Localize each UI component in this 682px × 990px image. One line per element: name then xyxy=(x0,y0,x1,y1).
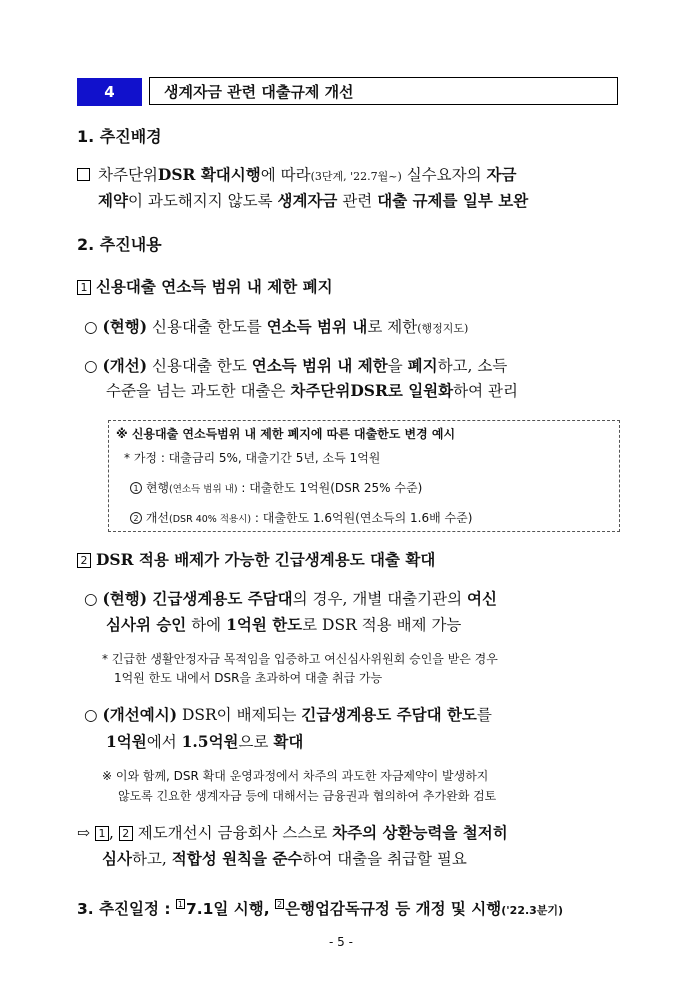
item-2-bullet-current-1: ○ (현행) 긴급생계용도 주담대의 경우, 개별 대출기관의 여신 xyxy=(84,589,497,608)
section-number-badge: 4 xyxy=(77,78,142,106)
arrow-right-icon: ⇨ xyxy=(77,824,90,842)
background-line-1: 차주단위DSR 확대시행에 따라(3단계, '22.7월~) 실수요자의 자금 xyxy=(77,164,516,188)
item-number-box: 2 xyxy=(276,900,283,909)
item-1-bullet-improve-1: ○ (개선) 신용대출 한도 연소득 범위 내 제한을 폐지하고, 소득 xyxy=(84,356,508,375)
checkbox-square-icon xyxy=(77,168,90,181)
example-assumption: * 가정 : 대출금리 5%, 대출기간 5년, 소득 1억원 xyxy=(124,451,381,465)
item-1-bullet-improve-2: 수준을 넘는 과도한 대출은 차주단위DSR로 일원화하여 관리 xyxy=(106,381,518,400)
heading-background: 1. 추진배경 xyxy=(77,127,162,146)
circle-bullet-icon: ○ xyxy=(84,706,98,724)
item-2-note-1a: * 긴급한 생활안정자금 목적임을 입증하고 여신심사위원회 승인을 받은 경우 xyxy=(102,652,498,666)
item-number-box: 2 xyxy=(119,826,133,841)
item-2-bullet-improve-1: ○ (개선예시) DSR이 배제되는 긴급생계용도 주담대 한도를 xyxy=(84,705,492,724)
background-line-2: 제약이 과도해지지 않도록 생계자금 관련 대출 규제를 일부 보완 xyxy=(98,191,529,210)
circle-bullet-icon: ○ xyxy=(84,357,98,375)
item-2-bullet-current-2: 심사위 승인 하에 1억원 한도로 DSR 적용 배제 가능 xyxy=(106,615,462,634)
item-2-bullet-improve-2: 1억원에서 1.5억원으로 확대 xyxy=(106,732,304,751)
item-number-box: 1 xyxy=(177,900,183,909)
conclusion-line-2: 심사하고, 적합성 원칙을 준수하여 대출을 취급할 필요 xyxy=(102,849,467,868)
heading-content: 2. 추진내용 xyxy=(77,235,162,254)
item-number-box: 1 xyxy=(95,826,109,841)
example-row-improved: 2 개선(DSR 40% 적용시) : 대출한도 1.6억원(연소득의 1.6배 수준) xyxy=(130,509,472,529)
schedule-line: 3. 추진일정 : 1 7.1일 시행, 2 은행업감독규정 등 개정 및 시행('22.3분기) xyxy=(77,900,564,918)
example-title: ※ 신용대출 연소득범위 내 제한 폐지에 따른 대출한도 변경 예시 xyxy=(116,427,456,441)
conclusion-line-1: ⇨ 1 , 2 제도개선시 금융회사 스스로 차주의 상환능력을 철저히 xyxy=(77,823,508,842)
circle-bullet-icon: ○ xyxy=(84,318,98,336)
item-number-box: 1 xyxy=(77,280,91,295)
item-2-note-1b: 1억원 한도 내에서 DSR을 초과하여 대출 취급 가능 xyxy=(114,671,383,685)
circled-number-icon: 1 xyxy=(130,482,142,494)
page-number: - 5 - xyxy=(329,935,353,949)
item-2-note-2b: 않도록 긴요한 생계자금 등에 대해서는 금융권과 협의하여 추가완화 검토 xyxy=(118,789,497,803)
item-2-note-2a: ※ 이와 함께, DSR 확대 운영과정에서 차주의 과도한 자금제약이 발생하지 xyxy=(102,769,489,783)
item-1-bullet-current: ○ (현행) 신용대출 한도를 연소득 범위 내로 제한(행정지도) xyxy=(84,317,469,336)
item-number-box: 2 xyxy=(77,553,91,568)
section-title: 생계자금 관련 대출규제 개선 xyxy=(149,77,618,105)
example-row-current: 1 현행(연소득 범위 내) : 대출한도 1억원(DSR 25% 수준) xyxy=(130,479,422,499)
item-2-title: 2 DSR 적용 배제가 가능한 긴급생계용도 대출 확대 xyxy=(77,549,435,571)
circled-number-icon: 2 xyxy=(130,512,142,524)
item-1-title: 1 신용대출 연소득 범위 내 제한 폐지 xyxy=(77,276,333,298)
circle-bullet-icon: ○ xyxy=(84,590,98,608)
